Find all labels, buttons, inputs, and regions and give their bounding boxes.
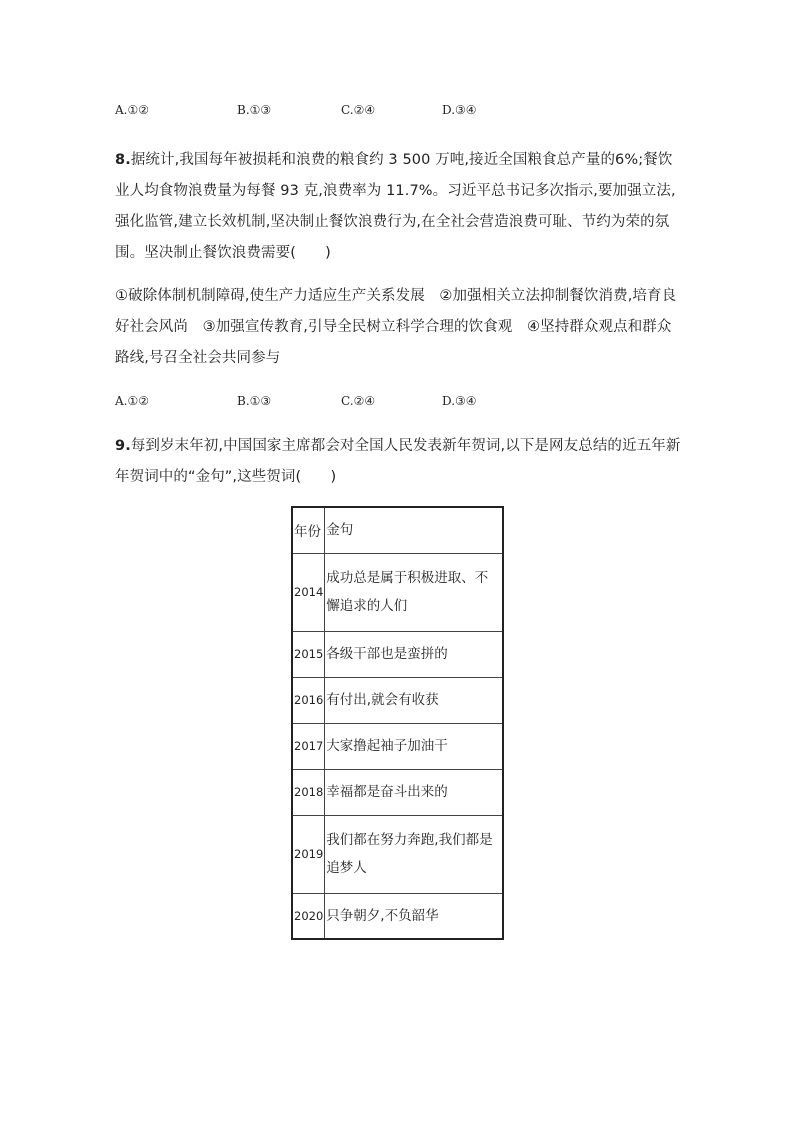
table-row: [292, 815, 503, 893]
row-quote: 只争朝夕,不负韶华: [325, 893, 504, 939]
row-quote: 我们都在努力奔跑,我们都是追梦人: [325, 815, 504, 893]
row-year: 2014: [292, 553, 325, 631]
q8-stem-paragraph: [115, 145, 685, 269]
q8-number: 8.: [115, 152, 131, 168]
table-row: [292, 723, 503, 769]
q8-option-c[interactable]: C.②④: [341, 394, 376, 408]
row-year: 2019: [292, 815, 325, 893]
header-year: 年份: [292, 507, 325, 553]
q7-option-c[interactable]: C.②④: [341, 103, 376, 117]
row-year: 2020: [292, 893, 325, 939]
table-row: [292, 631, 503, 677]
q8-option-a[interactable]: A.①②: [115, 394, 149, 408]
row-year: 2015: [292, 631, 325, 677]
q9-number: 9.: [115, 438, 131, 454]
q7-option-b[interactable]: B.①③: [237, 103, 272, 117]
table-row: [292, 769, 503, 815]
q7-option-d[interactable]: D.③④: [442, 103, 477, 117]
q8-stem: 据统计,我国每年被损耗和浪费的粮食约 3 500 万吨,接近全国粮食总产量的6%;餐饮业人均食物浪费量为每餐 93 克,浪费率为 11.7%。习近平总书记多次指示,要加强立法,强化监管,建立长效机制,坚决制止餐饮浪费行为,在全社会营造浪费可耻、节约为荣的氛围。坚决制止餐饮浪费需要( ): [115, 152, 676, 261]
q9-stem: 每到岁末年初,中国国家主席都会对全国人民发表新年贺词,以下是网友总结的近五年新年贺词中的“金句”,这些贺词( ): [115, 438, 681, 485]
row-year: 2016: [292, 677, 325, 723]
q7-option-a[interactable]: A.①②: [115, 103, 149, 117]
q9-stem-paragraph: [115, 431, 685, 493]
row-year: 2017: [292, 723, 325, 769]
row-quote: 大家撸起袖子加油干: [325, 723, 504, 769]
table-header-row: [292, 507, 503, 553]
golden-quotes-table: [291, 506, 504, 940]
q8-statements: ①破除体制机制障碍,使生产力适应生产关系发展 ②加强相关立法抑制餐饮消费,培育良好社会风尚 ③加强宣传教育,引导全民树立科学合理的饮食观 ④坚持群众观点和群众路线,号召全社会共同参与: [115, 288, 677, 366]
q8-option-b[interactable]: B.①③: [237, 394, 272, 408]
row-quote: 各级干部也是蛮拼的: [325, 631, 504, 677]
header-quote: 金句: [325, 507, 504, 553]
table-row: [292, 553, 503, 631]
row-year: 2018: [292, 769, 325, 815]
q8-option-d[interactable]: D.③④: [442, 394, 477, 408]
row-quote: 成功总是属于积极进取、不懈追求的人们: [325, 553, 504, 631]
row-quote: 有付出,就会有收获: [325, 677, 504, 723]
row-quote: 幸福都是奋斗出来的: [325, 769, 504, 815]
table-row: [292, 893, 503, 939]
table-row: [292, 677, 503, 723]
